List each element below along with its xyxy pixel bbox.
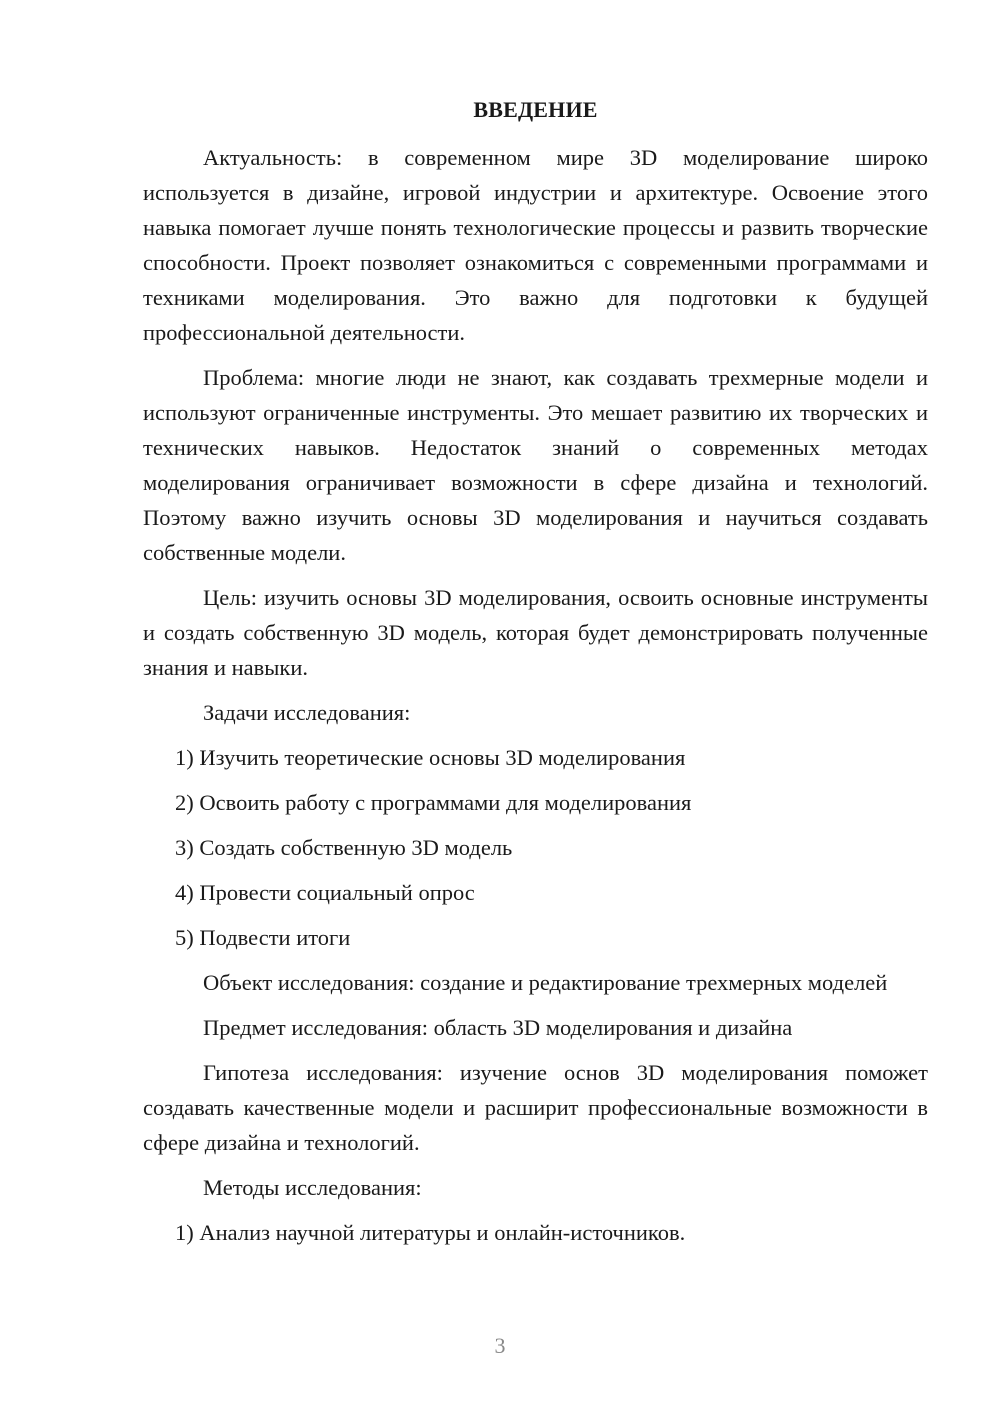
document-page (143, 95, 928, 1260)
list-item: 4) Провести социальный опрос (175, 880, 475, 905)
section-heading: ВВЕДЕНИЕ (473, 97, 598, 122)
tasks-label: Задачи исследования: (203, 700, 411, 725)
subject-paragraph: Предмет исследования: область 3D моделирования и дизайна (203, 1015, 793, 1040)
methods-list (143, 1215, 928, 1250)
methods-label: Методы исследования: (203, 1175, 422, 1200)
page-number: 3 (494, 1333, 506, 1358)
list-item: 2) Освоить работу с программами для моделирования (175, 790, 692, 815)
list-item: 3) Создать собственную 3D модель (175, 835, 513, 860)
tasks-list (143, 740, 928, 955)
list-item: 1) Изучить теоретические основы 3D моделирования (175, 745, 686, 770)
list-item: 5) Подвести итоги (175, 925, 351, 950)
goal-paragraph: Цель: изучить основы 3D моделирования, освоить основные инструменты и создать собственную 3D модель, которая будет демонстрировать полученные знания и навыки. (143, 585, 928, 680)
list-item: 1) Анализ научной литературы и онлайн-источников. (175, 1220, 686, 1245)
hypothesis-paragraph: Гипотеза исследования: изучение основ 3D моделирования поможет создавать качественные модели и расширит профессиональные возможности в сфере дизайна и технологий. (143, 1060, 928, 1155)
problem-paragraph: Проблема: многие люди не знают, как создавать трехмерные модели и используют ограниченные инструменты. Это мешает развитию их творческих и технических навыков. Недостаток знаний о современных методах моделирования ограничивает возможности в сфере дизайна и технологий. Поэтому важно изучить основы 3D моделирования и научиться создавать собственные модели. (143, 365, 928, 565)
relevance-paragraph: Актуальность: в современном мире 3D моделирование широко используется в дизайне, игровой индустрии и архитектуре. Освоение этого навыка помогает лучше понять технологические процессы и развить творческие способности. Проект позволяет ознакомиться с современными программами и техниками моделирования. Это важно для подготовки к будущей профессиональной деятельности. (143, 145, 928, 345)
object-paragraph: Объект исследования: создание и редактирование трехмерных моделей (203, 970, 888, 995)
